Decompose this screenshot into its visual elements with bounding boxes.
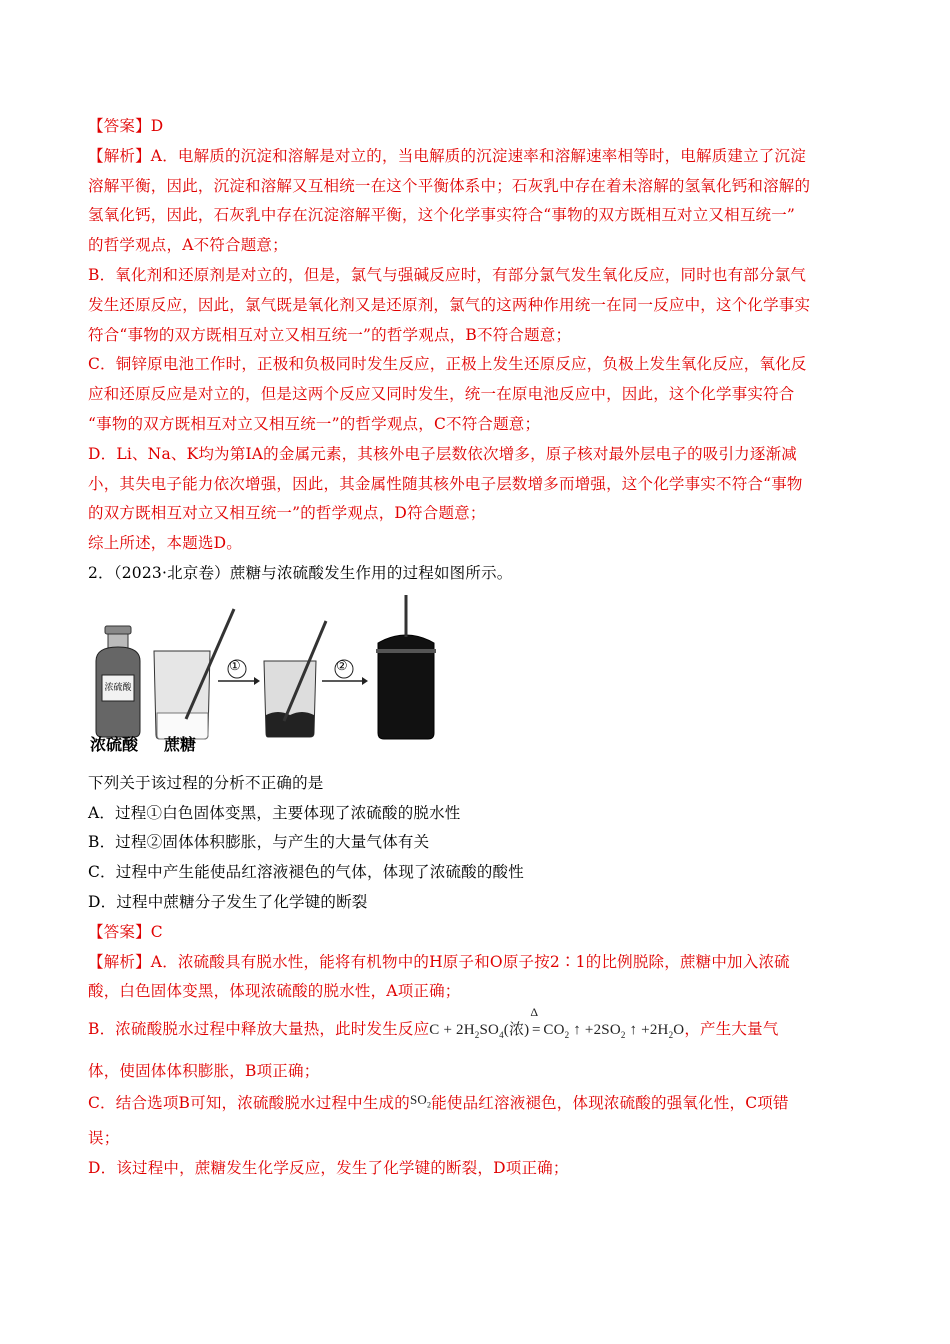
reaction-equation: $C + 2H_2SO_4$(浓) Δ = $CO_2$ ↑ $+2SO_2$ ↑ $+2H_2O$ <box>429 1022 684 1038</box>
analysis-line: 发生还原反应，因此，氯气既是氧化剂又是还原剂，氯气的这两种作用统一在同一反应中，这个化学事实 <box>88 295 811 314</box>
analysis-line: 溶解平衡，因此，沉淀和溶解又互相统一在这个平衡体系中；石灰乳中存在着未溶解的氢氧化钙和溶解的 <box>88 176 811 195</box>
analysis-line: 应和还原反应是对立的，但是这两个反应又同时发生，统一在原电池反应中，因此，这个化学事实符合 <box>88 385 795 404</box>
analysis-line: D．Li、Na、K均为第ⅠA的金属元素，其核外电子层数依次增多，原子核对最外层电子的吸引力逐渐减 <box>88 444 797 463</box>
analysis-line: 酸，白色固体变黑，体现浓硫酸的脱水性，A项正确； <box>88 982 461 1001</box>
analysis-line: 体，使固体体积膨胀，B项正确； <box>88 1062 320 1081</box>
label-sucrose: 蔗糖 <box>164 734 197 754</box>
q1-answer: 【答案】D <box>88 117 164 135</box>
q2-stem: 2．（2023·北京卷）蔗糖与浓硫酸发生作用的过程如图所示。 <box>88 563 513 582</box>
beaker-sugar-icon <box>154 609 234 739</box>
so2-formula: SO2 <box>409 1091 432 1110</box>
q2-question: 下列关于该过程的分析不正确的是 <box>88 773 324 792</box>
analysis-line: 【解析】A．浓硫酸具有脱水性，能将有机物中的H原子和O原子按2∶1的比例脱除，蔗糖中加入浓硫 <box>88 952 790 971</box>
analysis-b-post: ，产生大量气 <box>684 1020 779 1039</box>
option-a: A．过程①白色固体变黑，主要体现了浓硫酸的脱水性 <box>88 803 461 822</box>
analysis-line-b <box>88 1007 862 1057</box>
option-c: C．过程中产生能使品红溶液褪色的气体，体现了浓硫酸的酸性 <box>88 863 524 882</box>
analysis-line: “事物的双方既相互对立又相互统一”的哲学观点，C不符合题意； <box>88 414 541 433</box>
analysis-line: 【解析】A．电解质的沉淀和溶解是对立的，当电解质的沉淀速率和溶解速率相等时，电解质建立了沉淀 <box>88 146 806 165</box>
bottle-label: 浓硫酸 <box>104 682 132 693</box>
q2-answer: 【答案】C <box>88 922 163 941</box>
document-page <box>88 112 862 1184</box>
analysis-line: 小，其失电子能力依次增强，因此，其金属性随其核外电子层数增多而增强，这个化学事实不符合“事物 <box>88 474 803 493</box>
experiment-illustration <box>88 591 468 767</box>
analysis-line: 符合“事物的双方既相互对立又相互统一”的哲学观点，B不符合题意； <box>88 325 572 344</box>
analysis-line: B．氧化剂和还原剂是对立的，但是，氯气与强碱反应时，有部分氯气发生氧化反应，同时也有部分氯气 <box>88 265 807 284</box>
step-1-label: ① <box>229 658 241 674</box>
analysis-line: 的双方既相互对立又相互统一”的哲学观点，D符合题意； <box>88 504 486 523</box>
beaker-blackened-icon <box>264 621 326 737</box>
analysis-line: 综上所述，本题选D。 <box>88 534 242 553</box>
option-b: B．过程②固体体积膨胀，与产生的大量气体有关 <box>88 833 430 852</box>
heat-arrow: Δ = <box>530 1005 541 1039</box>
analysis-line: C．铜锌原电池工作时，正极和负极同时发生反应，正极上发生还原反应，负极上发生氧化反应，氧化反 <box>88 355 807 374</box>
analysis-line: 的哲学观点，A不符合题意； <box>88 236 288 255</box>
experiment-figure <box>88 591 862 767</box>
q1-analysis <box>88 142 862 559</box>
analysis-line: D．该过程中，蔗糖发生化学反应，发生了化学键的断裂，D项正确； <box>88 1159 569 1178</box>
label-conc-acid: 浓硫酸 <box>90 734 139 754</box>
step-2-label: ② <box>336 658 348 674</box>
analysis-b-pre: B．浓硫酸脱水过程中释放大量热，此时发生反应 <box>88 1020 430 1039</box>
analysis-line: 氢氧化钙，因此，石灰乳中存在沉淀溶解平衡，这个化学事实符合“事物的双方既相互对立又相互统一” <box>88 206 796 225</box>
analysis-line-c: C．结合选项B可知，浓硫酸脱水过程中生成的$^{SO_2}$能使品红溶液褪色，体现浓硫酸的强氧化性，C项错 <box>88 1091 789 1112</box>
option-d: D．过程中蔗糖分子发生了化学键的断裂 <box>88 892 368 911</box>
beaker-expanded-icon <box>376 595 436 739</box>
analysis-line: 误； <box>88 1129 120 1148</box>
